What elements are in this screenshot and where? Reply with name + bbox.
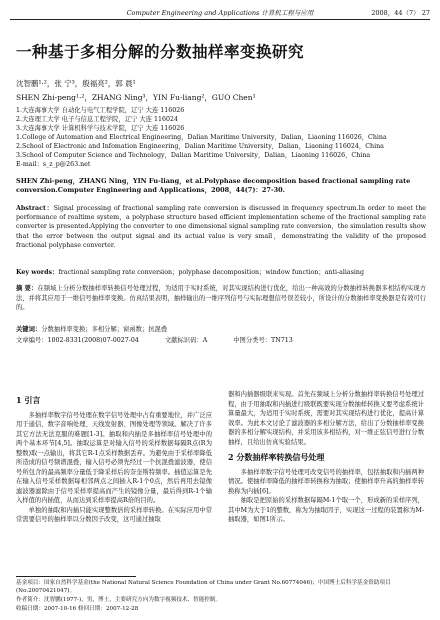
issue-page: 2008，44（7） 27 [371, 8, 430, 17]
affiliation-en-3: 3.School of Computer Science and Technology，Dalian Maritime University，Dalian，Liaoning 116026，China [16, 152, 371, 159]
footnote-funding: 基金项目：国家自然科学基金(the National Natural Science Foundation of China under Grant No.60774046)；中国博士后科学基金资助项目(No.20070421047)。 [16, 580, 391, 594]
abstract-cn-text: 在频域上分析分数抽样率转换信号处理过程，为适用于实时系统，对其实现结构进行优化，给出一种高效的分数抽样转换器多相结构实现方法，并将其应用于一维信号抽样率变换。仿真结果表明，抽样输出的一维序列信号与实际理想信号误差较小，所设计的分数抽样率变换器是有效可行的。 [16, 285, 426, 312]
keywords-en-label: Key words： [16, 269, 59, 276]
section-2-heading: 2 分数抽样率转换信号处理 [228, 452, 325, 462]
affiliation-3: 3.大连海事大学 计算机科学与技术学院，辽宁 大连 116026 [16, 125, 185, 132]
clc-number: 中图分类号：TN713 [233, 337, 293, 344]
section-2-paragraph-2: 抽取是把原始的采样数据每隔M-1个取一个，形成新的采样序列，其中M为大于1的整数，称为为抽取因子，实现这一过程的装置称为M-抽取器，如图1所示。 [228, 497, 424, 523]
abstract-cn-label: 摘 要： [16, 285, 38, 292]
keywords-chinese [16, 325, 426, 334]
section-1-paragraph-1: 多抽样率数字信号处理在数字信号处理中占有重要地位，并广泛应用于通信、数字音响处理、天线发射器、图像处理等领域。解决了许多其它方法无法克服的难题[1-3]。抽取和内插是多抽样率信号处理中的两个基本环节[4,5]。抽取运算是对输入信号的采样数据每隔R点(R为整数)取一点输出，将其它R-1点采样数据丢弃。为避免由于采样率降低所造成的信号频谱混叠，输入信号必须先经过一个抗混叠滤波器，使信号所包含的最高频率分量低于降采样后的奈奎斯特频率。插值运算是先在输入信号采样数据每相邻两点之间插入R-1个0点，然后再用去镜像滤波器滤除由于信号采样率提高而产生的镜像分量，最后得到R-1个输入样值的内插值，从而达到采样率提高R倍的目的。 [16, 411, 212, 504]
article-number: 文章编号：1002-8331(2008)07-0027-04 [16, 337, 139, 344]
running-head [10, 6, 430, 18]
section-1-paragraph-2: 单独的抽取和内插只能实现整数倍的采样率转换。在实际应用中常常需要信号的抽样率以分数因子改变，这可通过抽取 [16, 506, 212, 523]
article-meta [16, 336, 426, 345]
document-code: 文献标识码：A [164, 337, 208, 344]
abstract-english [16, 204, 426, 250]
header-rule [10, 19, 430, 20]
affiliation-en-2: 2.School of Electronic and Infomation Engineering，Dalian Maritime University，Dalian，Liaoning 116024，China [16, 143, 384, 150]
keywords-en-text: fractional sampling rate conversion；polyphase decomposition；window function；anti-aliasing [58, 269, 365, 276]
author-email: E-mail：s_z_p@263.net [16, 161, 91, 168]
authors-chinese: 沈智鹏¹·²，张 宁³，殷福亮²，郭 晨¹ [16, 79, 136, 88]
authors-english: SHEN Zhi-peng¹·²，ZHANG Ning³，YIN Fu-liang²，GUO Chen¹ [16, 93, 256, 102]
abstract-chinese [16, 284, 426, 313]
paper-title: 一种基于多相分解的分数抽样率变换研究 [16, 43, 305, 61]
left-column [16, 390, 212, 525]
keywords-cn-text: 分数抽样率变换；多相分解；窗函数；抗混叠 [41, 326, 168, 333]
abstract-en-text: Signal processing of fractional sampling rate conversion is discussed in frequency spectrum.In order to meet the performance of realtime system，a polyphase structure based efficient implementation scheme of the fractional sampling rate converter is presented.Applying the converter to one dimensional signal sampling rate conversion，the simulation results show that the error between the output signal and its actual value is very small，demonstrating the validity of the proposed fractional polyphase converter. [16, 205, 426, 249]
citation-line: SHEN Zhi-peng，ZHANG Ning，YIN Fu-liang，et al.Polyphase decomposition based fractional sampling rate conversion.Computer Engineering and Applications，2008，44(7)：27-30. [16, 177, 411, 195]
affiliation-2: 2.大连理工大学 电子与信息工程学院，辽宁 大连 116024 [16, 116, 178, 123]
section-2-paragraph-1: 多抽样率数字信号处理可改变信号的抽样率，包括抽取和内插两种情况。使抽样率降低的抽样率转换称为抽取；使抽样率升高的抽样率转换称为内插[6]。 [228, 468, 424, 495]
intro-continued: 器和内插器级联来实现。首先在频域上分析分数抽样率转换信号处理过程，由于用抽取和内插进行级联既要实现分数抽样转换又要考虑系统计算量最大，为适用于实时系统，需要对其实现结构进行优化，提高计算效率。为此本文讨论了滤波器的多相分解方法，给出了分数抽样率变换器的多相分解实现结构，并采用该多相结构，对一维正弦信号进行分数抽样，且给出仿真实验结果。 [228, 391, 424, 446]
keywords-cn-label: 关键词： [16, 326, 42, 333]
footnote-author: 作者简介：沈智鹏(1977-)，男，博士，主要研究方向为数字视频技术、智能控制。 [16, 597, 222, 603]
abstract-en-label: Abstract： [16, 205, 54, 212]
journal-name: Computer Engineering and Applications 计算机工程与应用 [126, 8, 314, 17]
footnote-rule [16, 576, 136, 577]
right-column [228, 390, 424, 525]
affiliation-en-1: 1.College of Automation and Electrical Engineering，Dalian Maritime University，Dalian，Liaoning 116026，China [16, 134, 387, 141]
affiliation-1: 1.大连海事大学 自动化与电气工程学院，辽宁 大连 116026 [16, 107, 185, 114]
keywords-english [16, 268, 426, 277]
section-1-heading: 1 引言 [16, 395, 41, 405]
footnote-dates: 收稿日期：2007-10-16 修回日期：2007-12-28 [16, 606, 139, 612]
